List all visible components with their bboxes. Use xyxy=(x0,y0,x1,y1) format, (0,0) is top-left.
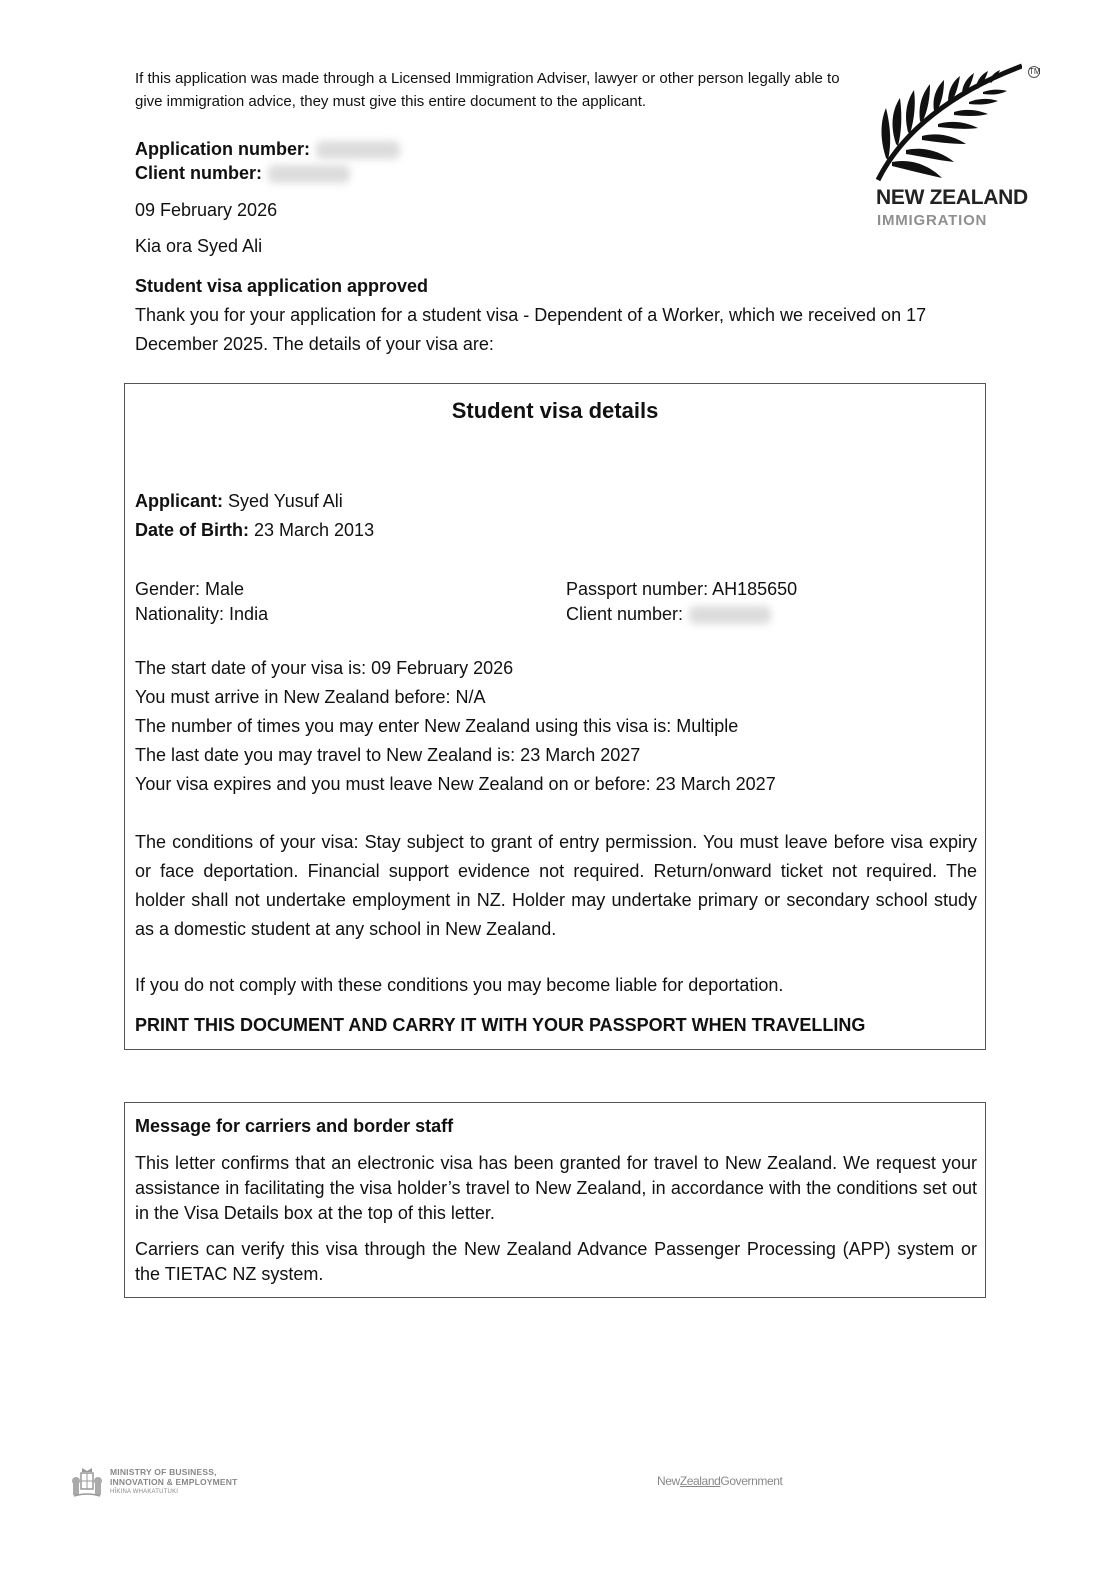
mbie-line-1: MINISTRY OF BUSINESS, xyxy=(110,1467,217,1477)
applicant-value: Syed Yusuf Ali xyxy=(223,491,343,511)
carriers-paragraph-1: This letter confirms that an electronic visa has been granted for travel to New Zealand. We request your assistance in facilitating the visa holder’s travel to New Zealand, in accordance with the conditions set out in the Visa Details box at the top of this letter. xyxy=(135,1153,977,1223)
dob-value: 23 March 2013 xyxy=(249,520,375,540)
nz-government-wordmark xyxy=(657,1474,782,1488)
approval-heading: Student visa application approved xyxy=(135,276,429,296)
govt-word-zealand: Zealand xyxy=(679,1474,721,1488)
logo-line-new-zealand: NEW ZEALAND xyxy=(876,186,1028,209)
client-number-redacted xyxy=(268,165,350,183)
visa-details-title: Student visa details xyxy=(451,398,659,423)
visa-conditions: The conditions of your visa: Stay subject to grant of entry permission. You must leave before visa expiry or face deportation. Financial support evidence not required. Return/onward ticket not required. The holder shall not undertake employment in NZ. Holder may undertake primary or secondary school study as a domestic student at any school in New Zealand. xyxy=(135,832,977,939)
application-number-row xyxy=(135,139,400,160)
silver-fern-icon xyxy=(872,62,1022,182)
mbie-logo xyxy=(68,1463,258,1503)
nationality: Nationality: India xyxy=(135,604,269,624)
carriers-title: Message for carriers and border staff xyxy=(135,1116,454,1136)
passport-number: Passport number: AH185650 xyxy=(566,579,798,599)
mbie-line-3: HĪKINA WHAKATUTUKI xyxy=(110,1489,179,1495)
application-number-label: Application number: xyxy=(135,139,310,159)
mbie-wordmark xyxy=(110,1467,238,1497)
dob-label: Date of Birth: xyxy=(135,520,249,540)
last-travel-date: The last date you may travel to New Zealand is: 23 March 2027 xyxy=(135,745,641,765)
nz-coat-of-arms-icon xyxy=(70,1465,104,1499)
approval-text: Thank you for your application for a student visa - Dependent of a Worker, which we received on 17 December 2025. The details of your visa are: xyxy=(135,305,927,354)
gender: Gender: Male xyxy=(135,579,245,599)
box-client-number-label: Client number: xyxy=(566,604,684,624)
client-number-label: Client number: xyxy=(135,163,263,183)
visa-details-box xyxy=(124,383,986,1050)
adviser-notice: If this application was made through a Licensed Immigration Adviser, lawyer or other person legally able to give immigration advice, they must give this entire document to the applicant. xyxy=(135,70,840,110)
letter-date: 09 February 2026 xyxy=(135,200,278,220)
visa-expiry: Your visa expires and you must leave New Zealand on or before: 23 March 2027 xyxy=(135,774,776,794)
application-number-redacted xyxy=(316,141,400,159)
govt-word-government: Government xyxy=(720,1474,783,1488)
govt-word-new: New xyxy=(657,1474,680,1488)
mbie-line-2: INNOVATION & EMPLOYMENT xyxy=(110,1477,238,1487)
applicant-row xyxy=(135,491,343,512)
arrive-before: You must arrive in New Zealand before: N/A xyxy=(135,687,486,707)
box-client-number-row xyxy=(566,604,771,625)
client-number-row xyxy=(135,163,350,184)
nz-immigration-logo xyxy=(872,62,1042,232)
print-instruction: PRINT THIS DOCUMENT AND CARRY IT WITH YOUR PASSPORT WHEN TRAVELLING xyxy=(135,1015,866,1035)
applicant-label: Applicant: xyxy=(135,491,223,511)
logo-line-immigration: IMMIGRATION xyxy=(877,212,988,229)
greeting: Kia ora Syed Ali xyxy=(135,236,263,256)
box-client-number-redacted xyxy=(689,606,771,624)
number-of-entries: The number of times you may enter New Zealand using this visa is: Multiple xyxy=(135,716,739,736)
carriers-message-box xyxy=(124,1102,986,1298)
dob-row xyxy=(135,520,374,541)
carriers-paragraph-2: Carriers can verify this visa through the New Zealand Advance Passenger Processing (APP) system or the TIETAC NZ system. xyxy=(135,1239,977,1284)
trademark-mark: TM xyxy=(1029,67,1041,76)
visa-start-date: The start date of your visa is: 09 February 2026 xyxy=(135,658,514,678)
comply-warning: If you do not comply with these conditions you may become liable for deportation. xyxy=(135,975,784,995)
